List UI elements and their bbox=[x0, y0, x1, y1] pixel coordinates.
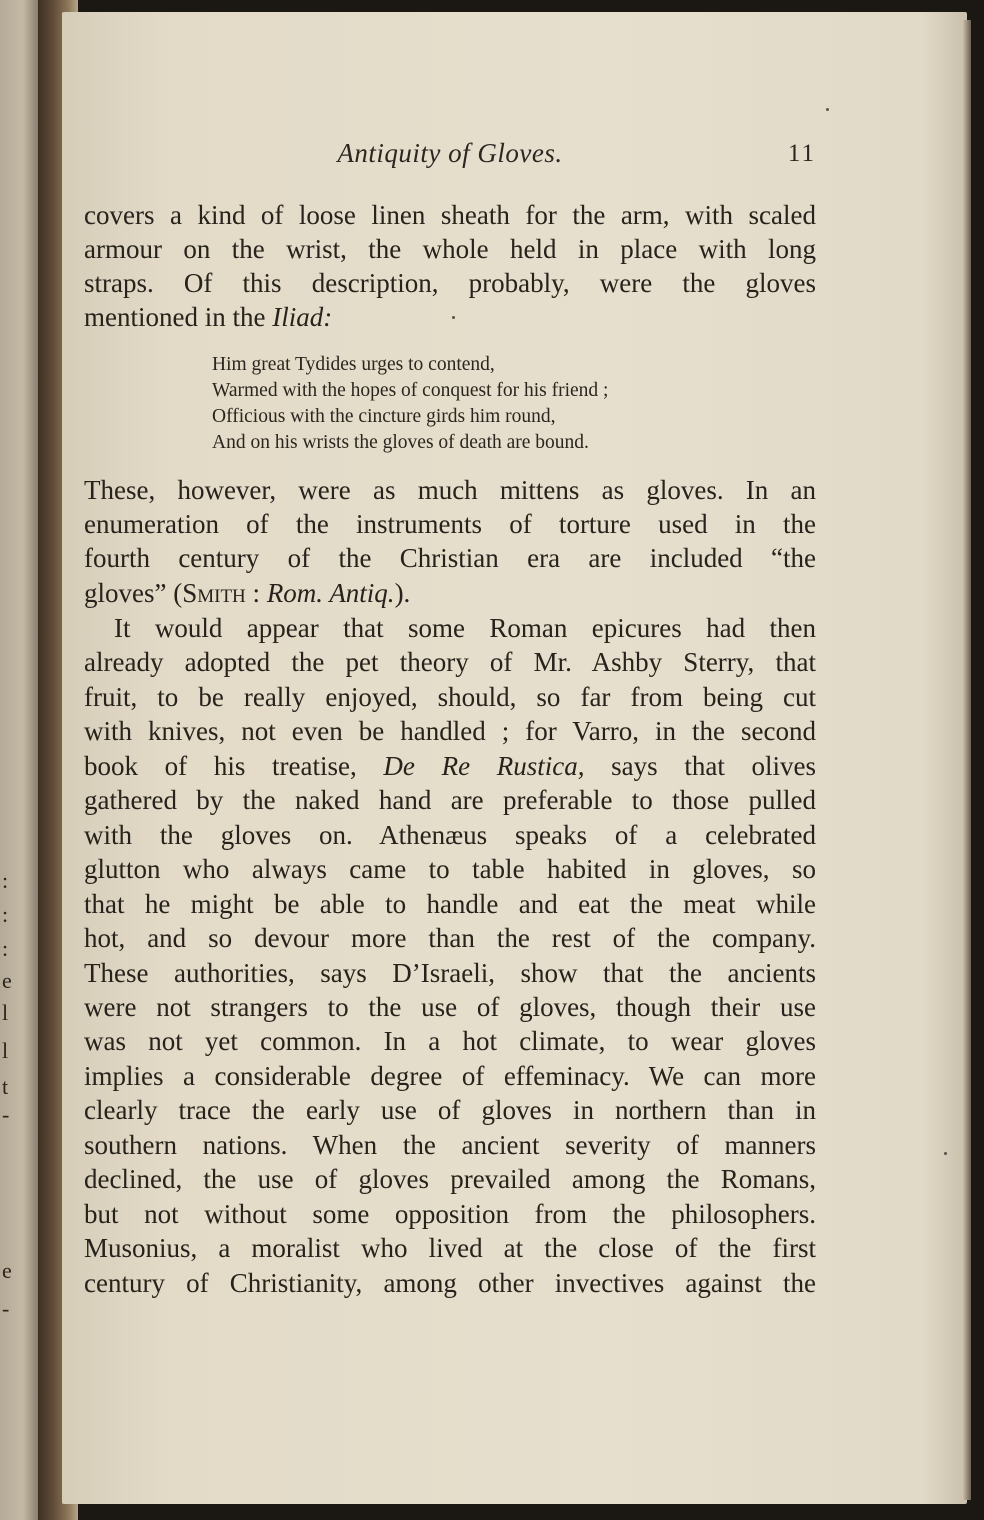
text-line: hot, and so devour more than the rest of the company. bbox=[84, 923, 816, 953]
text-line: was not yet common. In a hot climate, to wear gloves bbox=[84, 1026, 816, 1056]
text-line: armour on the wrist, the whole held in place with long bbox=[84, 234, 816, 264]
margin-letter: l bbox=[2, 1000, 9, 1025]
margin-letter: l bbox=[2, 1038, 9, 1063]
page-right-edge bbox=[963, 20, 971, 1500]
verse-line: Warmed with the hopes of conquest for his friend ; bbox=[212, 380, 609, 401]
previous-page-letters bbox=[0, 0, 38, 1520]
text-line: enumeration of the instruments of torture used in the bbox=[84, 509, 816, 539]
text-line: gathered by the naked hand are preferable to those pulled bbox=[84, 785, 816, 815]
text-line bbox=[84, 300, 816, 334]
text-line: straps. Of this description, probably, were the gloves bbox=[84, 268, 816, 298]
page-number: 11 bbox=[787, 140, 816, 167]
verse-line: Officious with the cincture girds him round, bbox=[212, 406, 556, 427]
margin-letter: : bbox=[2, 868, 9, 893]
running-head bbox=[84, 138, 816, 174]
text-line: but not without some opposition from the philosophers. bbox=[84, 1199, 816, 1229]
text-line: with the gloves on. Athenæus speaks of a celebrated bbox=[84, 820, 816, 850]
text-line: were not strangers to the use of gloves, though their use bbox=[84, 992, 816, 1022]
text-line: clearly trace the early use of gloves in northern than in bbox=[84, 1095, 816, 1125]
text-line: These, however, were as much mittens as gloves. In an bbox=[84, 475, 816, 505]
text-line: It would appear that some Roman epicures had then bbox=[114, 613, 816, 643]
text-line: century of Christianity, among other invectives against the bbox=[84, 1268, 816, 1298]
verse-line: Him great Tydides urges to contend, bbox=[212, 354, 495, 375]
margin-letter: - bbox=[2, 1296, 10, 1321]
text-line: gloves” (Smith : Rom. Antiq.). bbox=[84, 578, 411, 608]
margin-letter: - bbox=[2, 1102, 10, 1127]
text-line: covers a kind of loose linen sheath for the arm, with scaled bbox=[84, 200, 816, 230]
text-fragment: mentioned in the Iliad: bbox=[84, 302, 333, 332]
text-line: fruit, to be really enjoyed, should, so far from being cut bbox=[84, 682, 816, 712]
margin-letter: : bbox=[2, 902, 9, 927]
text-line: southern nations. When the ancient severity of manners bbox=[84, 1130, 816, 1160]
margin-letter: t bbox=[2, 1074, 9, 1099]
margin-letter: e bbox=[2, 968, 12, 993]
margin-letter: : bbox=[2, 936, 9, 961]
text-line: implies a considerable degree of effeminacy. We can more bbox=[84, 1061, 816, 1091]
text-line: These authorities, says D’Israeli, show that the ancients bbox=[84, 958, 816, 988]
text-line: declined, the use of gloves prevailed among the Romans, bbox=[84, 1164, 816, 1194]
text-line: Musonius, a moralist who lived at the close of the first bbox=[84, 1233, 816, 1263]
running-head-title: Antiquity of Gloves. bbox=[337, 138, 563, 168]
text-line: fourth century of the Christian era are included “the bbox=[84, 543, 816, 573]
margin-letter: e bbox=[2, 1258, 12, 1283]
text-line: that he might be able to handle and eat the meat while bbox=[84, 889, 816, 919]
text-line: book of his treatise, De Re Rustica, says that olives bbox=[84, 751, 816, 781]
text-line: with knives, not even be handled ; for Varro, in the second bbox=[84, 716, 816, 746]
verse-line: And on his wrists the gloves of death are bound. bbox=[212, 432, 589, 453]
text-line: glutton who always came to table habited in gloves, so bbox=[84, 854, 816, 884]
text-line: already adopted the pet theory of Mr. Ashby Sterry, that bbox=[84, 647, 816, 677]
paper-speck bbox=[452, 316, 455, 319]
paper-speck bbox=[826, 108, 829, 111]
paper-speck bbox=[944, 1152, 947, 1155]
